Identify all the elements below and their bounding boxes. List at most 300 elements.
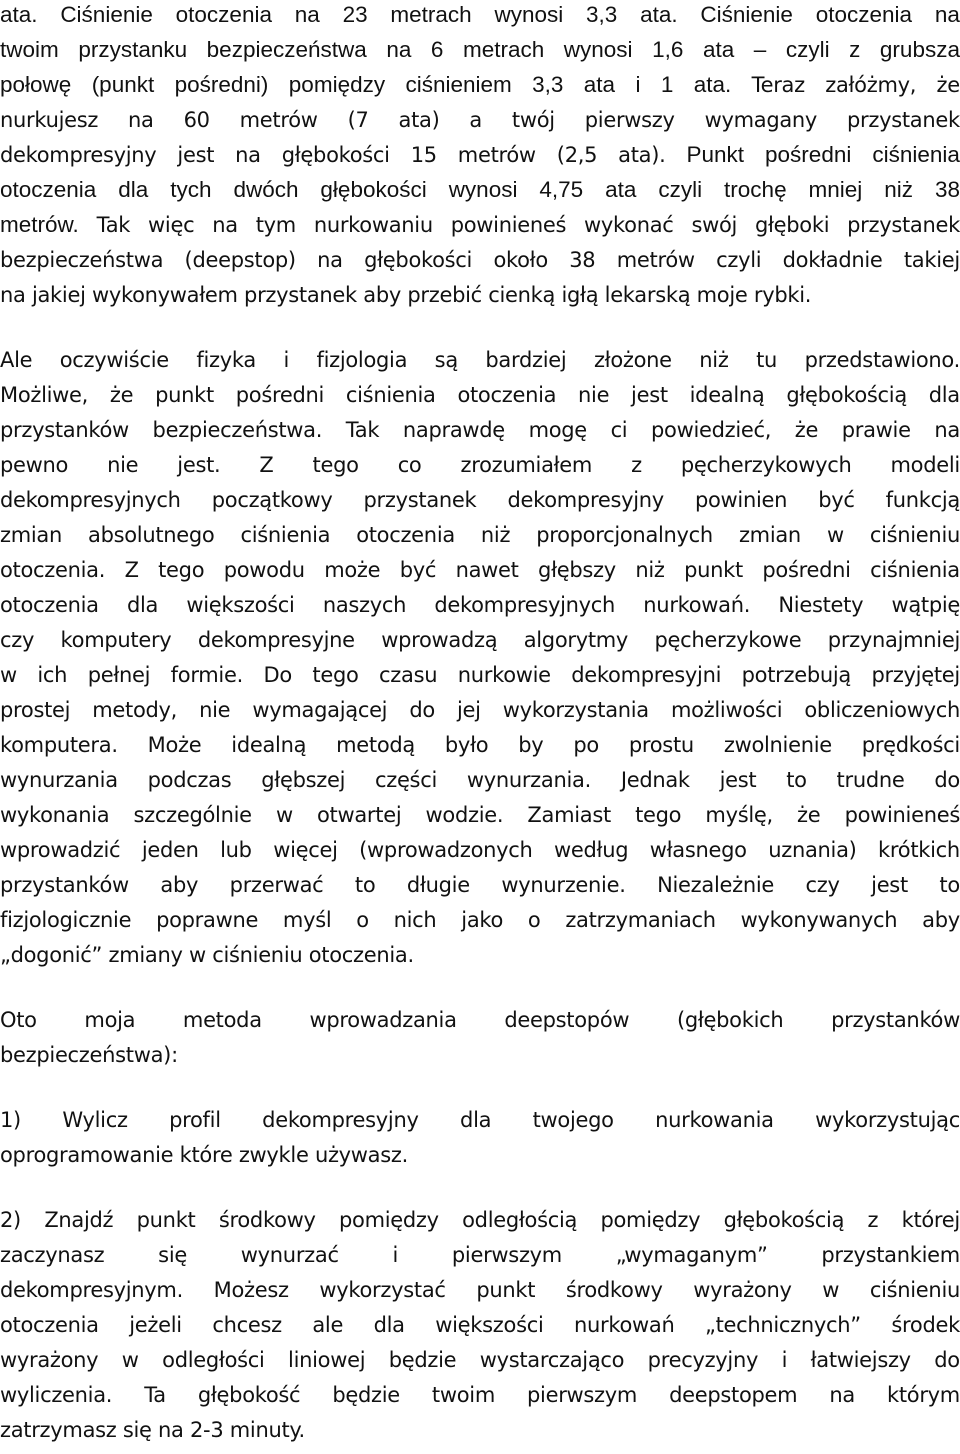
word: bezpieczeństwa — [206, 37, 367, 62]
word: funkcją — [885, 488, 960, 512]
text-line — [0, 623, 960, 657]
word: podczas — [147, 768, 232, 792]
text-line — [0, 1138, 960, 1172]
word: pierwszym — [451, 1243, 562, 1267]
text-line — [0, 1378, 960, 1412]
word: wprowadzić — [0, 838, 121, 862]
word: prostu — [628, 733, 694, 757]
word: głębokością — [786, 383, 907, 407]
word: jeżeli — [129, 1313, 182, 1337]
word: że — [794, 418, 819, 442]
word: czasu — [379, 663, 438, 687]
word: (punkt — [91, 72, 155, 97]
word: wynosi — [448, 177, 518, 202]
word: dekompresyjnym. — [0, 1278, 183, 1302]
word: deepstopów — [504, 1008, 630, 1032]
word: dla — [460, 1108, 492, 1132]
word: niż — [635, 558, 665, 582]
word: dla — [928, 383, 960, 407]
word: dekompresyjny — [507, 488, 664, 512]
word: przystanków — [0, 873, 129, 897]
word: zatrzymaniach — [565, 908, 716, 932]
word: trochę — [724, 177, 787, 202]
text-line — [0, 868, 960, 902]
word: w — [822, 1278, 840, 1302]
word: szczególnie — [133, 803, 252, 827]
word: powinien — [694, 488, 788, 512]
word: z — [849, 37, 861, 62]
word: początkowy — [211, 488, 333, 512]
word: ciśnieniem — [405, 72, 512, 97]
word: 1,6 — [652, 37, 684, 62]
word: pośredni — [235, 383, 325, 407]
word: tego — [158, 558, 205, 582]
word: przystanek — [363, 488, 477, 512]
word: że — [936, 73, 960, 97]
word: aby — [160, 873, 199, 897]
text-line — [0, 1343, 960, 1377]
word: być — [399, 558, 437, 582]
word: wprowadzania — [309, 1008, 457, 1032]
word: nurkowań — [574, 1313, 675, 1337]
text-line — [0, 1038, 960, 1072]
word: Niestety — [778, 593, 864, 617]
word: wykonywanych — [740, 908, 898, 932]
word: powinieneś — [450, 213, 567, 237]
word: przystanku — [78, 37, 188, 62]
word: odległością — [462, 1208, 578, 1232]
word: jest — [871, 873, 908, 897]
word: metrów — [239, 108, 318, 132]
word: ciśnienia — [870, 558, 960, 582]
word: tym — [255, 213, 296, 237]
word: wynurzania. — [466, 768, 591, 792]
word: większości — [186, 593, 295, 617]
word: czyli — [785, 37, 830, 62]
word: zrozumiałem — [460, 453, 593, 477]
word: większości — [435, 1313, 544, 1337]
text-line — [0, 658, 960, 692]
word: trudne — [836, 768, 905, 792]
word: fizjologicznie — [0, 908, 132, 932]
word: głębokość — [197, 1383, 301, 1407]
word: załóżmy, — [825, 73, 917, 97]
word: Tak — [345, 418, 380, 442]
word: że — [797, 803, 821, 827]
word: Ciśnienie — [700, 2, 793, 27]
word: mniej — [808, 177, 863, 202]
text-line — [0, 173, 960, 207]
word: tu — [756, 348, 778, 372]
word: poprawne — [156, 908, 259, 932]
word: przystanek — [847, 108, 960, 132]
word: na — [829, 1383, 855, 1407]
word: 15 — [410, 143, 437, 167]
word: Ale — [0, 348, 33, 372]
word: co — [397, 453, 422, 477]
word: dla — [126, 593, 159, 617]
text-line — [0, 208, 960, 242]
word: ich — [37, 663, 68, 687]
word: 23 — [342, 2, 368, 27]
text-line — [0, 518, 960, 552]
word: niż — [884, 177, 914, 202]
word: na — [934, 2, 960, 27]
word: Znajdź — [44, 1208, 114, 1232]
word: możliwości — [670, 698, 783, 722]
word: nurkowaniu — [313, 213, 433, 237]
word: Tak — [96, 213, 131, 237]
word: może — [324, 558, 381, 582]
word: nurkowania — [655, 1108, 774, 1132]
word: głębokości — [364, 248, 473, 272]
word: metody, — [92, 698, 178, 722]
text-line — [0, 343, 960, 377]
word: tych — [170, 177, 212, 202]
word: metodą — [336, 733, 415, 757]
text-line — [0, 1003, 960, 1037]
word: powiedzieć, — [650, 418, 772, 442]
word: i — [635, 72, 641, 97]
word: wynosi — [494, 2, 564, 27]
word: lub — [220, 838, 252, 862]
word: nie — [578, 383, 610, 407]
word: w — [275, 803, 293, 827]
word: punkt — [476, 1278, 536, 1302]
word: pomiędzy — [600, 1208, 701, 1232]
word: pęcherzykowych — [680, 453, 852, 477]
word: będzie — [388, 1348, 457, 1372]
word: wynosi — [563, 37, 633, 62]
word: ata — [605, 177, 637, 202]
text-line — [0, 763, 960, 797]
word: i — [392, 1243, 399, 1267]
text-line — [0, 1308, 960, 1342]
word: (7 — [347, 108, 369, 132]
word: przyjętej — [871, 663, 960, 687]
word: otoczenia — [457, 383, 557, 407]
word: nie — [107, 453, 139, 477]
text-line — [0, 1238, 960, 1272]
word: pewno — [0, 453, 69, 477]
text-line — [0, 33, 960, 67]
word: i — [781, 1348, 788, 1372]
word: krótkich — [878, 838, 960, 862]
word: środkowy — [565, 1278, 663, 1302]
word: przystanków — [831, 1008, 960, 1032]
word: otwartej — [317, 803, 402, 827]
text-line — [0, 1273, 960, 1307]
word: „wymaganym” — [615, 1243, 768, 1267]
word: więc — [148, 213, 195, 237]
word: niż — [699, 348, 729, 372]
text-line — [0, 103, 960, 137]
word: wykorzystać — [319, 1278, 446, 1302]
word: – — [753, 37, 767, 62]
word: dla — [373, 1313, 405, 1337]
word: wymagany — [704, 108, 818, 132]
word: ciśnienia — [872, 142, 960, 167]
word: odległości — [162, 1348, 265, 1372]
word: Zamiast — [527, 803, 611, 827]
text-line — [0, 833, 960, 867]
word: łatwiejszy — [810, 1348, 911, 1372]
word: metrów. — [0, 212, 79, 237]
word: absolutnego — [88, 523, 215, 547]
word: otoczenia — [0, 177, 97, 202]
word: w — [121, 1348, 139, 1372]
word: czy — [805, 873, 840, 897]
word: Możesz — [213, 1278, 289, 1302]
line-text: bezpieczeństwa): — [0, 1043, 178, 1067]
word: Do — [263, 663, 292, 687]
word: zmian — [738, 523, 801, 547]
word: jest — [631, 383, 668, 407]
word: bezpieczeństwa. — [152, 418, 323, 442]
word: 3,3 — [586, 2, 618, 27]
line-text: zatrzymasz się na 2-3 minuty. — [0, 1418, 305, 1442]
word: Wylicz — [62, 1108, 128, 1132]
word: przedstawiono. — [804, 348, 960, 372]
line-text: na jakiej wykonywałem przystanek aby przebić cienką igłą lekarską moje rybki. — [0, 283, 812, 307]
word: było — [444, 733, 489, 757]
word: Punkt — [686, 142, 745, 167]
word: więcej — [273, 838, 338, 862]
word: na — [317, 248, 343, 272]
word: liniowej — [288, 1348, 366, 1372]
word: czy — [0, 628, 35, 652]
word: idealną — [231, 733, 307, 757]
word: Jednak — [620, 768, 690, 792]
word: dekompresyjni — [571, 663, 722, 687]
word: 38 — [934, 177, 960, 202]
word: ata) — [398, 108, 440, 132]
word: otoczenia — [815, 2, 913, 27]
word: ale — [312, 1313, 344, 1337]
word: głębokości — [320, 177, 427, 202]
word: 2) — [0, 1208, 21, 1232]
text-line — [0, 68, 960, 102]
word: (deepstop) — [184, 248, 296, 272]
word: z — [631, 453, 642, 477]
word: aby — [922, 908, 960, 932]
word: ciśnienia — [240, 523, 331, 547]
word: według — [554, 838, 629, 862]
word: wątpię — [891, 593, 960, 617]
word: wykonania — [0, 803, 110, 827]
word: po — [573, 733, 599, 757]
word: ciśnieniu — [869, 1278, 960, 1302]
word: na — [386, 37, 412, 62]
word: otoczenia. — [0, 558, 106, 582]
word: czyli — [658, 177, 703, 202]
word: jest. — [177, 453, 221, 477]
word: o — [527, 908, 541, 932]
word: czyli — [716, 248, 762, 272]
word: pierwszym — [527, 1383, 638, 1407]
word: jej — [456, 698, 481, 722]
text-line — [0, 1203, 960, 1237]
word: dekompresyjnych — [0, 488, 181, 512]
word: są — [434, 348, 458, 372]
word: zwolnienie — [723, 733, 832, 757]
word: powodu — [223, 558, 305, 582]
word: pęcherzykowe — [654, 628, 802, 652]
word: głębokością — [723, 1208, 845, 1232]
word: Teraz — [751, 73, 805, 97]
word: pośredni — [762, 558, 851, 582]
word: Z — [124, 558, 139, 582]
word: twojego — [532, 1108, 614, 1132]
word: myśl — [282, 908, 332, 932]
word: (wprowadzonych — [359, 838, 533, 862]
word: punkt — [684, 558, 743, 582]
word: metrach — [462, 37, 545, 62]
word: wynurzania — [0, 768, 118, 792]
word: ata). — [618, 143, 666, 167]
word: pierwszy — [584, 108, 675, 132]
word: by — [518, 733, 544, 757]
word: Z — [259, 453, 274, 477]
word: nawet — [455, 558, 519, 582]
word: tego — [312, 663, 359, 687]
word: dekompresyjne — [197, 628, 355, 652]
word: przynajmniej — [827, 628, 960, 652]
word: na — [235, 143, 261, 167]
word: idealną — [689, 383, 765, 407]
word: 3,3 — [532, 72, 564, 97]
word: profil — [169, 1108, 221, 1132]
word: takiej — [903, 248, 960, 272]
word: przystanków — [0, 418, 129, 442]
word: dekompresyjnych — [434, 593, 616, 617]
word: do — [934, 768, 960, 792]
text-line — [0, 243, 960, 277]
word: naszych — [322, 593, 407, 617]
word: nich — [393, 908, 437, 932]
word: wprowadzą — [381, 628, 498, 652]
word: to — [939, 873, 960, 897]
word: głębszy — [538, 558, 616, 582]
word: uznania) — [768, 838, 857, 862]
text-line — [0, 1103, 960, 1137]
word: otoczenia — [356, 523, 455, 547]
word: ata — [583, 72, 616, 97]
word: nurkowań. — [643, 593, 751, 617]
word: wykorzystania — [502, 698, 649, 722]
word: twój — [511, 108, 555, 132]
word: komputera. — [0, 733, 118, 757]
text-line — [0, 798, 960, 832]
word: komputery — [60, 628, 172, 652]
line-text: oprogramowanie które zwykle używasz. — [0, 1143, 408, 1167]
text-line — [0, 448, 960, 482]
word: modeli — [890, 453, 960, 477]
word: (2,5 — [556, 143, 598, 167]
word: formie. — [170, 663, 243, 687]
word: ata. — [0, 2, 38, 27]
word: myślę, — [705, 803, 773, 827]
text-line — [0, 588, 960, 622]
word: do — [409, 698, 435, 722]
word: jako — [461, 908, 504, 932]
word: Może — [147, 733, 202, 757]
word: metrów — [457, 143, 536, 167]
word: 6 — [430, 37, 444, 62]
word: w — [826, 523, 844, 547]
word: z — [867, 1208, 879, 1232]
word: swój — [691, 213, 738, 237]
word: ata. — [640, 2, 678, 27]
word: będzie — [332, 1383, 400, 1407]
text-line — [0, 138, 960, 172]
word: pomiędzy — [288, 72, 386, 97]
word: ata — [702, 37, 735, 62]
word: potrzebują — [741, 663, 851, 687]
word: 1) — [0, 1108, 21, 1132]
word: być — [818, 488, 855, 512]
word: którym — [886, 1383, 960, 1407]
word: prostej — [0, 698, 71, 722]
word: ciśnieniu — [869, 523, 960, 547]
word: i — [283, 348, 289, 372]
word: przystankiem — [821, 1243, 960, 1267]
text-line — [0, 728, 960, 762]
word: mogę — [528, 418, 587, 442]
word: tego — [312, 453, 359, 477]
word: jest — [177, 143, 215, 167]
word: Możliwe, — [0, 383, 89, 407]
word: przerwać — [229, 873, 324, 897]
word: otoczenia — [0, 593, 99, 617]
word: części — [374, 768, 437, 792]
word: środek — [891, 1313, 960, 1337]
word: własnego — [649, 838, 747, 862]
word: środkowy — [218, 1208, 316, 1232]
word: metrach — [390, 2, 472, 27]
word: prawie — [841, 418, 911, 442]
word: ciśnienia — [345, 383, 436, 407]
word: 38 — [569, 248, 596, 272]
line-text: „dogonić” zmiany w ciśnieniu otoczenia. — [0, 943, 414, 967]
word: fizjologia — [316, 348, 408, 372]
word: „technicznych” — [705, 1313, 861, 1337]
word: pośredni) — [174, 72, 269, 97]
word: pośredni — [765, 142, 852, 167]
text-line — [0, 378, 960, 412]
word: niż — [480, 523, 511, 547]
word: głęboki — [754, 213, 830, 237]
word: że — [109, 383, 134, 407]
word: około — [493, 248, 548, 272]
text-line — [0, 693, 960, 727]
word: to — [786, 768, 807, 792]
word: precyzyjny — [647, 1348, 759, 1372]
word: połowę — [0, 72, 72, 97]
word: algorytmy — [523, 628, 629, 652]
word: powinieneś — [844, 803, 960, 827]
word: wyliczenia. — [0, 1383, 113, 1407]
word: wymagającej — [252, 698, 388, 722]
word: której — [901, 1208, 960, 1232]
word: otoczenia — [0, 1313, 99, 1337]
word: głębokości — [281, 143, 390, 167]
word: prędkości — [861, 733, 960, 757]
word: wystarczająco — [479, 1348, 625, 1372]
word: deepstopem — [669, 1383, 798, 1407]
word: punkt — [155, 383, 214, 407]
word: wyrażony — [0, 1348, 99, 1372]
